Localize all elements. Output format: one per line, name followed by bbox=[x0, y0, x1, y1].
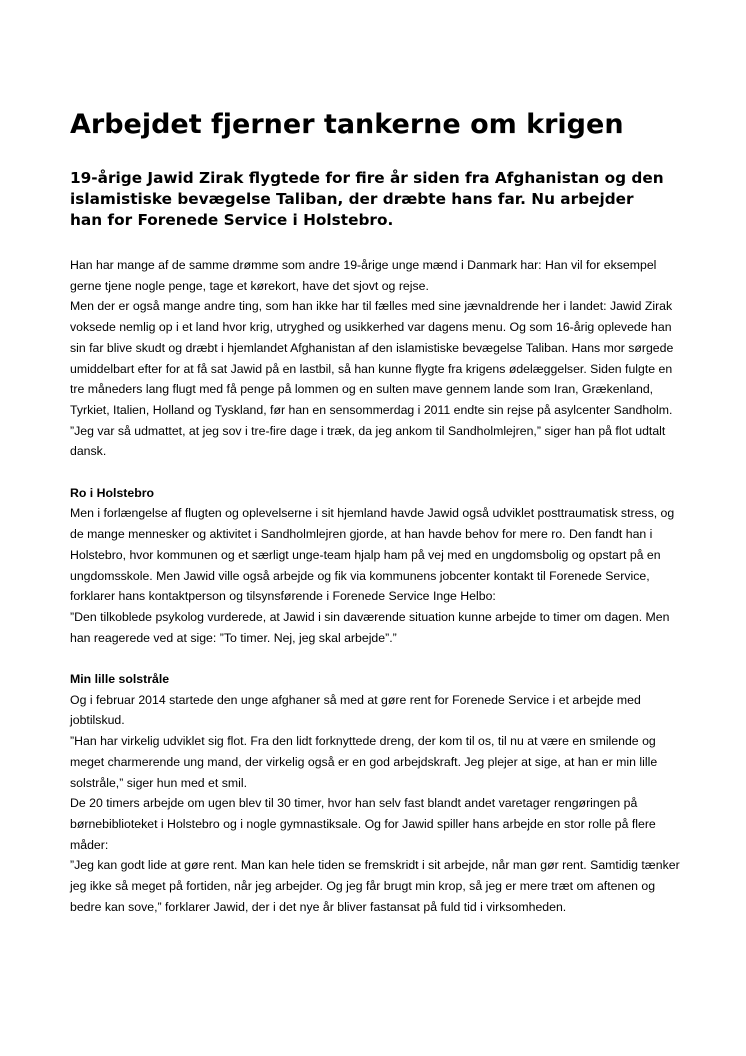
body-paragraph: Men der er også mange andre ting, som han ikke har til fælles med sine jævnaldrende her i landet: Jawid Zirak voksede nemlig op i et land hvor krig, utryghed og usikkerhed var dagens menu. Og som 16-årig oplevede han sin far blive skudt og dræbt i hjemlandet Afghanistan af den islamistiske bevægelse Taliban. Hans mor sørgede umiddelbart efter for at få sat Jawid på en lastbil, så han kunne flygte fra krigens ødelæggelser. Siden fulgte en tre måneders lang flugt med få penge på lommen og en sulten mave gennem lande som Iran, Grækenland, Tyrkiet, Italien, Holland og Tyskland, før han en sensommerdag i 2011 endte sin rejse på asylcenter Sandholm. bbox=[70, 299, 674, 417]
body-paragraph: ”Jeg kan godt lide at gøre rent. Man kan hele tiden se fremskridt i sit arbejde, når man gør rent. Samtidig tænker jeg ikke så meget på fortiden, når jeg arbejder. Og jeg får brugt min krop, så jeg er mere træt om aftenen og bedre kan sove,” forklarer Jawid, der i det nye år bliver fastansat på fuld tid i virksomheden. bbox=[70, 858, 680, 914]
body-paragraph: Men i forlængelse af flugten og oplevelserne i sit hjemland havde Jawid også udviklet posttraumatisk stress, og de mange mennesker og aktivitet i Sandholmlejren gjorde, at han havde behov for mere ro. Den fandt han i Holstebro, hvor kommunen og et særligt unge-team hjalp ham på vej med en ungdomsbolig og opstart på en ungdomsskole. Men Jawid ville også arbejde og fik via kommunens jobcenter kontakt til Forenede Service, forklarer hans kontaktperson og tilsynsførende i Forenede Service Inge Helbo: bbox=[70, 506, 675, 604]
article-title: Arbejdet fjerner tankerne om krigen bbox=[70, 109, 624, 140]
body-paragraph: Han har mange af de samme drømme som andre 19-årige unge mænd i Danmark har: Han vil for eksempel gerne tjene nogle penge, tage et kørekort, have det sjovt og rejse. bbox=[70, 258, 657, 293]
body-paragraph: ”Jeg var så udmattet, at jeg sov i tre-fire dage i træk, da jeg ankom til Sandholmlejren,” siger han på flot udtalt dansk. bbox=[70, 423, 666, 459]
section-heading: Min lille solstråle bbox=[70, 672, 170, 687]
article-lead: 19-årige Jawid Zirak flygtede for fire år siden fra Afghanistan og den islamistiske bevægelse Taliban, der dræbte hans far. Nu arbejder han for Forenede Service i Holstebro. bbox=[70, 169, 664, 229]
article-body bbox=[70, 255, 682, 917]
body-paragraph: Og i februar 2014 startede den unge afghaner så med at gøre rent for Forenede Service i et arbejde med jobtilskud. bbox=[70, 692, 641, 728]
section-heading: Ro i Holstebro bbox=[70, 485, 155, 500]
body-paragraph: ”Han har virkelig udviklet sig flot. Fra den lidt forknyttede dreng, der kom til os, til nu at være en smilende og meget charmerende ung mand, der virkelig også er en god arbejdskraft. Jeg plejer at sige, at han er min lille solstråle,” siger hun med et smil. bbox=[70, 734, 658, 790]
body-paragraph: De 20 timers arbejde om ugen blev til 30 timer, hvor han selv fast blandt andet varetager rengøringen på børnebiblioteket i Holstebro og i nogle gymnastiksale. Og for Jawid spiller hans arbejde en stor rolle på flere måder: bbox=[70, 796, 656, 852]
body-paragraph: ”Den tilkoblede psykolog vurderede, at Jawid i sin daværende situation kunne arbejde to timer om dagen. Men han reagerede ved at sige: ”To timer. Nej, jeg skal arbejde”.” bbox=[70, 609, 670, 645]
